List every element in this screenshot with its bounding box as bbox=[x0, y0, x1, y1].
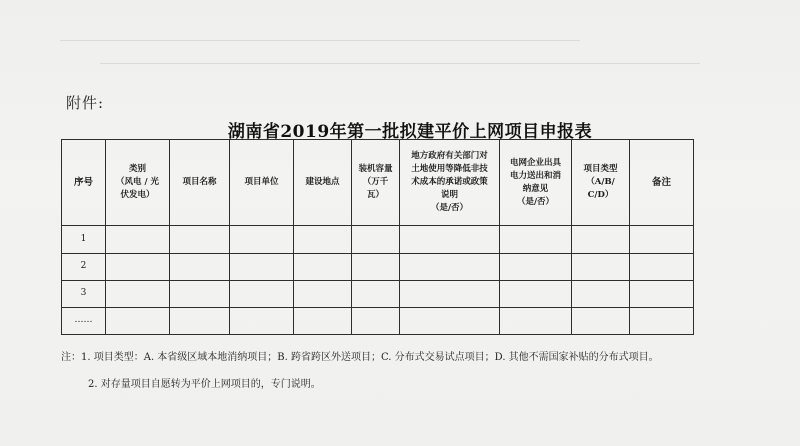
scan-artifact bbox=[60, 40, 580, 41]
header-project-type: 项目类型 （A/B/ C/D） bbox=[572, 140, 630, 226]
cell-project-unit[interactable] bbox=[230, 226, 294, 253]
cell-location[interactable] bbox=[294, 307, 352, 334]
cell-location[interactable] bbox=[294, 280, 352, 307]
cell-project-unit[interactable] bbox=[230, 280, 294, 307]
cell-capacity[interactable] bbox=[352, 280, 400, 307]
cell-grid-opinion[interactable] bbox=[500, 307, 572, 334]
cell-remarks[interactable] bbox=[630, 226, 694, 253]
cell-capacity[interactable] bbox=[352, 307, 400, 334]
cell-project-name[interactable] bbox=[170, 226, 230, 253]
header-location: 建设地点 bbox=[294, 140, 352, 226]
header-index: 序号 bbox=[62, 140, 106, 226]
cell-government-commitment[interactable] bbox=[400, 307, 500, 334]
header-category: 类别 （风电 / 光 伏发电） bbox=[106, 140, 170, 226]
cell-government-commitment[interactable] bbox=[400, 280, 500, 307]
scan-artifact bbox=[100, 63, 700, 64]
cell-category[interactable] bbox=[106, 307, 170, 334]
row-index: …… bbox=[62, 307, 106, 334]
cell-grid-opinion[interactable] bbox=[500, 253, 572, 280]
cell-project-name[interactable] bbox=[170, 253, 230, 280]
cell-project-unit[interactable] bbox=[230, 253, 294, 280]
table-row bbox=[62, 226, 694, 253]
row-index: 1 bbox=[62, 226, 106, 253]
note-existing-projects: 2. 对存量项目自愿转为平价上网项目的，专门说明。 bbox=[88, 379, 321, 390]
cell-remarks[interactable] bbox=[630, 307, 694, 334]
cell-capacity[interactable] bbox=[352, 253, 400, 280]
cell-project-type[interactable] bbox=[572, 226, 630, 253]
cell-project-name[interactable] bbox=[170, 280, 230, 307]
cell-location[interactable] bbox=[294, 253, 352, 280]
table-row bbox=[62, 280, 694, 307]
cell-grid-opinion[interactable] bbox=[500, 280, 572, 307]
document-title: 湖南省2019年第一批拟建平价上网项目申报表 bbox=[227, 122, 593, 142]
cell-category[interactable] bbox=[106, 280, 170, 307]
header-capacity: 装机容量 （万千 瓦） bbox=[352, 140, 400, 226]
table-row bbox=[62, 307, 694, 334]
cell-project-type[interactable] bbox=[572, 280, 630, 307]
row-index: 3 bbox=[62, 280, 106, 307]
header-government-commitment: 地方政府有关部门对 土地使用等降低非技 术成本的承诺或政策 说明 （是/否） bbox=[400, 140, 500, 226]
header-grid-opinion: 电网企业出具 电力送出和消 纳意见 （是/否） bbox=[500, 140, 572, 226]
cell-remarks[interactable] bbox=[630, 280, 694, 307]
cell-project-unit[interactable] bbox=[230, 307, 294, 334]
row-index: 2 bbox=[62, 253, 106, 280]
header-project-unit: 项目单位 bbox=[230, 140, 294, 226]
cell-category[interactable] bbox=[106, 226, 170, 253]
cell-category[interactable] bbox=[106, 253, 170, 280]
application-form-table bbox=[61, 139, 694, 335]
attachment-label: 附件: bbox=[66, 94, 105, 112]
cell-government-commitment[interactable] bbox=[400, 253, 500, 280]
cell-grid-opinion[interactable] bbox=[500, 226, 572, 253]
header-remarks: 备注 bbox=[630, 140, 694, 226]
cell-location[interactable] bbox=[294, 226, 352, 253]
cell-remarks[interactable] bbox=[630, 253, 694, 280]
header-project-name: 项目名称 bbox=[170, 140, 230, 226]
table-row bbox=[62, 253, 694, 280]
cell-project-name[interactable] bbox=[170, 307, 230, 334]
note-project-types: 注：1. 项目类型：A. 本省级区域本地消纳项目；B. 跨省跨区外送项目；C. 分布式交易试点项目；D. 其他不需国家补贴的分布式项目。 bbox=[61, 352, 659, 363]
cell-capacity[interactable] bbox=[352, 226, 400, 253]
cell-project-type[interactable] bbox=[572, 253, 630, 280]
cell-project-type[interactable] bbox=[572, 307, 630, 334]
table-header-row bbox=[62, 140, 694, 226]
cell-government-commitment[interactable] bbox=[400, 226, 500, 253]
